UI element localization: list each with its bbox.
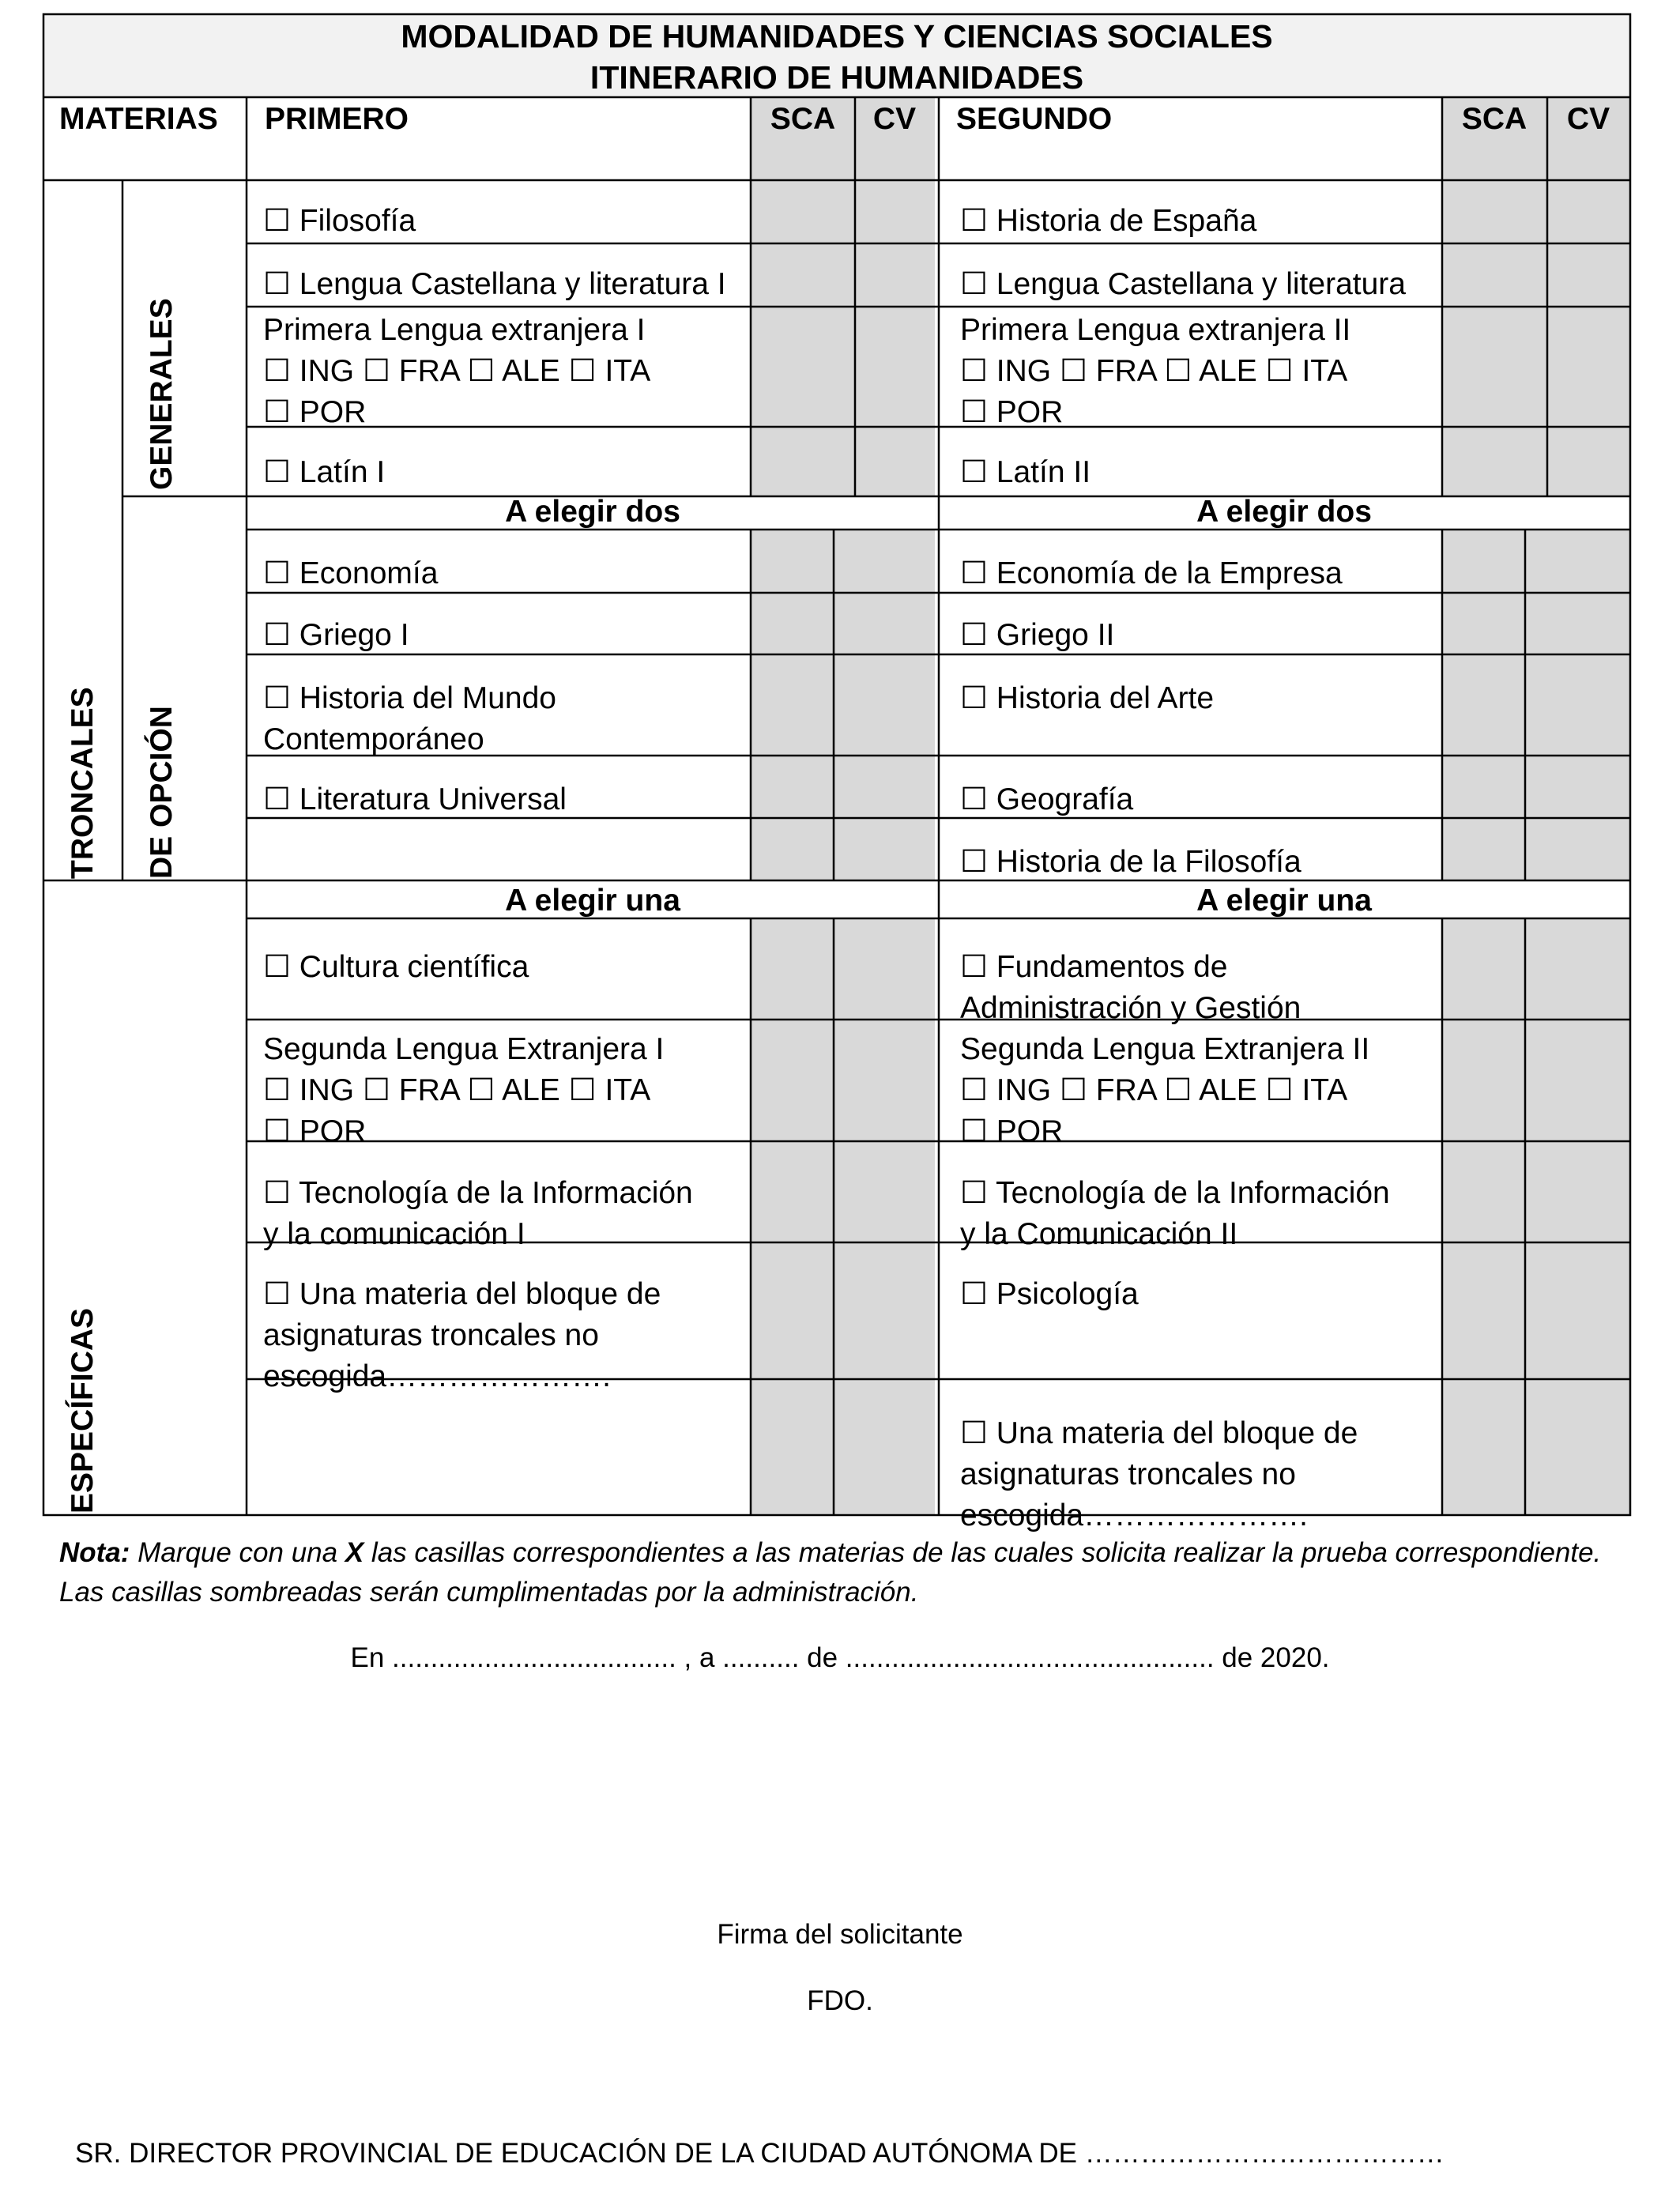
- subject-segundo-generales: ☐ Lengua Castellana y literatura: [960, 267, 1406, 301]
- subject-primero-generales: ☐ Filosofía: [263, 204, 416, 238]
- subject-segundo-especificas: y la Comunicación II: [960, 1217, 1238, 1251]
- especificas-header-segundo: A elegir una: [1196, 884, 1372, 918]
- subject-segundo-especificas: ☐ Una materia del bloque de: [960, 1416, 1358, 1450]
- subject-primero-especificas: ☐ Tecnología de la Información: [263, 1176, 693, 1210]
- especificas-header-primero: A elegir una: [505, 884, 680, 918]
- title-line-1: MODALIDAD DE HUMANIDADES Y CIENCIAS SOCIALES: [401, 18, 1273, 55]
- subject-primero-generales: ☐ ING ☐ FRA ☐ ALE ☐ ITA: [263, 354, 651, 388]
- subject-segundo-especificas: Segunda Lengua Extranjera II: [960, 1032, 1370, 1066]
- subject-primero-generales: ☐ Latín I: [263, 455, 386, 489]
- signature-label: Firma del solicitante: [717, 1919, 963, 1950]
- subject-segundo-opcion: ☐ Historia del Arte: [960, 681, 1215, 715]
- subject-primero-generales: ☐ POR: [263, 395, 367, 429]
- header-primero: PRIMERO: [265, 102, 409, 136]
- subject-primero-opcion: Contemporáneo: [263, 722, 484, 756]
- subject-segundo-opcion: ☐ Griego II: [960, 618, 1115, 652]
- subject-segundo-generales: ☐ Historia de España: [960, 204, 1257, 238]
- subject-primero-especificas: y la comunicación I: [263, 1217, 525, 1251]
- opcion-header-primero: A elegir dos: [505, 495, 680, 529]
- block-generales: GENERALES: [145, 298, 179, 490]
- note-label: Nota:: [59, 1537, 130, 1568]
- subject-segundo-opcion: ☐ Historia de la Filosofía: [960, 845, 1301, 879]
- block-especificas: ESPECÍFICAS: [66, 1307, 100, 1514]
- subject-primero-especificas: Segunda Lengua Extranjera I: [263, 1032, 665, 1066]
- title-line-2: ITINERARIO DE HUMANIDADES: [590, 59, 1084, 96]
- fdo-label: FDO.: [807, 1985, 873, 2016]
- subject-segundo-generales: Primera Lengua extranjera II: [960, 313, 1351, 347]
- subject-primero-opcion: ☐ Historia del Mundo: [263, 681, 556, 715]
- subject-segundo-especificas: Administración y Gestión: [960, 991, 1301, 1025]
- subject-primero-opcion: ☐ Economía: [263, 556, 439, 590]
- subject-segundo-especificas: ☐ ING ☐ FRA ☐ ALE ☐ ITA: [960, 1073, 1348, 1107]
- subject-segundo-especificas: escogida………………….: [960, 1498, 1308, 1532]
- note-text-before: Marque con una: [130, 1537, 345, 1568]
- header-sca-segundo: SCA: [1461, 102, 1527, 136]
- subject-segundo-especificas: ☐ Tecnología de la Información: [960, 1176, 1390, 1210]
- subject-segundo-especificas: asignaturas troncales no: [960, 1457, 1296, 1491]
- subject-primero-especificas: ☐ Una materia del bloque de: [263, 1277, 661, 1311]
- place-date-line: En ..................................... , a .......... de ................................................ de 2020.: [350, 1642, 1330, 1673]
- subject-primero-generales: Primera Lengua extranjera I: [263, 313, 646, 347]
- header-segundo: SEGUNDO: [956, 102, 1113, 136]
- header-cv-primero: CV: [872, 102, 917, 136]
- block-troncales: TRONCALES: [66, 687, 100, 879]
- subject-segundo-generales: ☐ ING ☐ FRA ☐ ALE ☐ ITA: [960, 354, 1348, 388]
- note-text-after: las casillas correspondientes a las materias de las cuales solicita realizar la prueba correspondiente. Las casillas sombreadas serán cumplimentadas por la administración.: [59, 1537, 1602, 1608]
- note: [59, 1533, 1632, 1612]
- subject-segundo-generales: ☐ Latín II: [960, 455, 1091, 489]
- block-de-opcion: DE OPCIÓN: [145, 706, 179, 879]
- subject-primero-especificas: ☐ ING ☐ FRA ☐ ALE ☐ ITA: [263, 1073, 651, 1107]
- subject-primero-generales: ☐ Lengua Castellana y literatura I: [263, 267, 726, 301]
- addressee: SR. DIRECTOR PROVINCIAL DE EDUCACIÓN DE LA CIUDAD AUTÓNOMA DE …………………………………: [75, 2138, 1445, 2169]
- subject-primero-especificas: asignaturas troncales no: [263, 1318, 599, 1352]
- subject-segundo-opcion: ☐ Geografía: [960, 782, 1134, 816]
- subject-primero-especificas: escogida………………….: [263, 1359, 611, 1393]
- subject-primero-especificas: ☐ POR: [263, 1114, 367, 1148]
- subject-segundo-opcion: ☐ Economía de la Empresa: [960, 556, 1343, 590]
- subject-segundo-especificas: ☐ Psicología: [960, 1277, 1139, 1311]
- subject-segundo-especificas: ☐ POR: [960, 1114, 1064, 1148]
- shaded-admin-cells: [751, 97, 1630, 1515]
- opcion-header-segundo: A elegir dos: [1196, 495, 1372, 529]
- subject-segundo-especificas: ☐ Fundamentos de: [960, 950, 1228, 984]
- subject-segundo-generales: ☐ POR: [960, 395, 1064, 429]
- header-materias: MATERIAS: [59, 102, 218, 136]
- subject-primero-opcion: ☐ Griego I: [263, 618, 409, 652]
- header-cv-segundo: CV: [1566, 102, 1610, 136]
- subject-primero-opcion: ☐ Literatura Universal: [263, 782, 567, 816]
- note-mark: X: [345, 1537, 364, 1568]
- subject-primero-especificas: ☐ Cultura científica: [263, 950, 529, 984]
- header-sca-primero: SCA: [770, 102, 836, 136]
